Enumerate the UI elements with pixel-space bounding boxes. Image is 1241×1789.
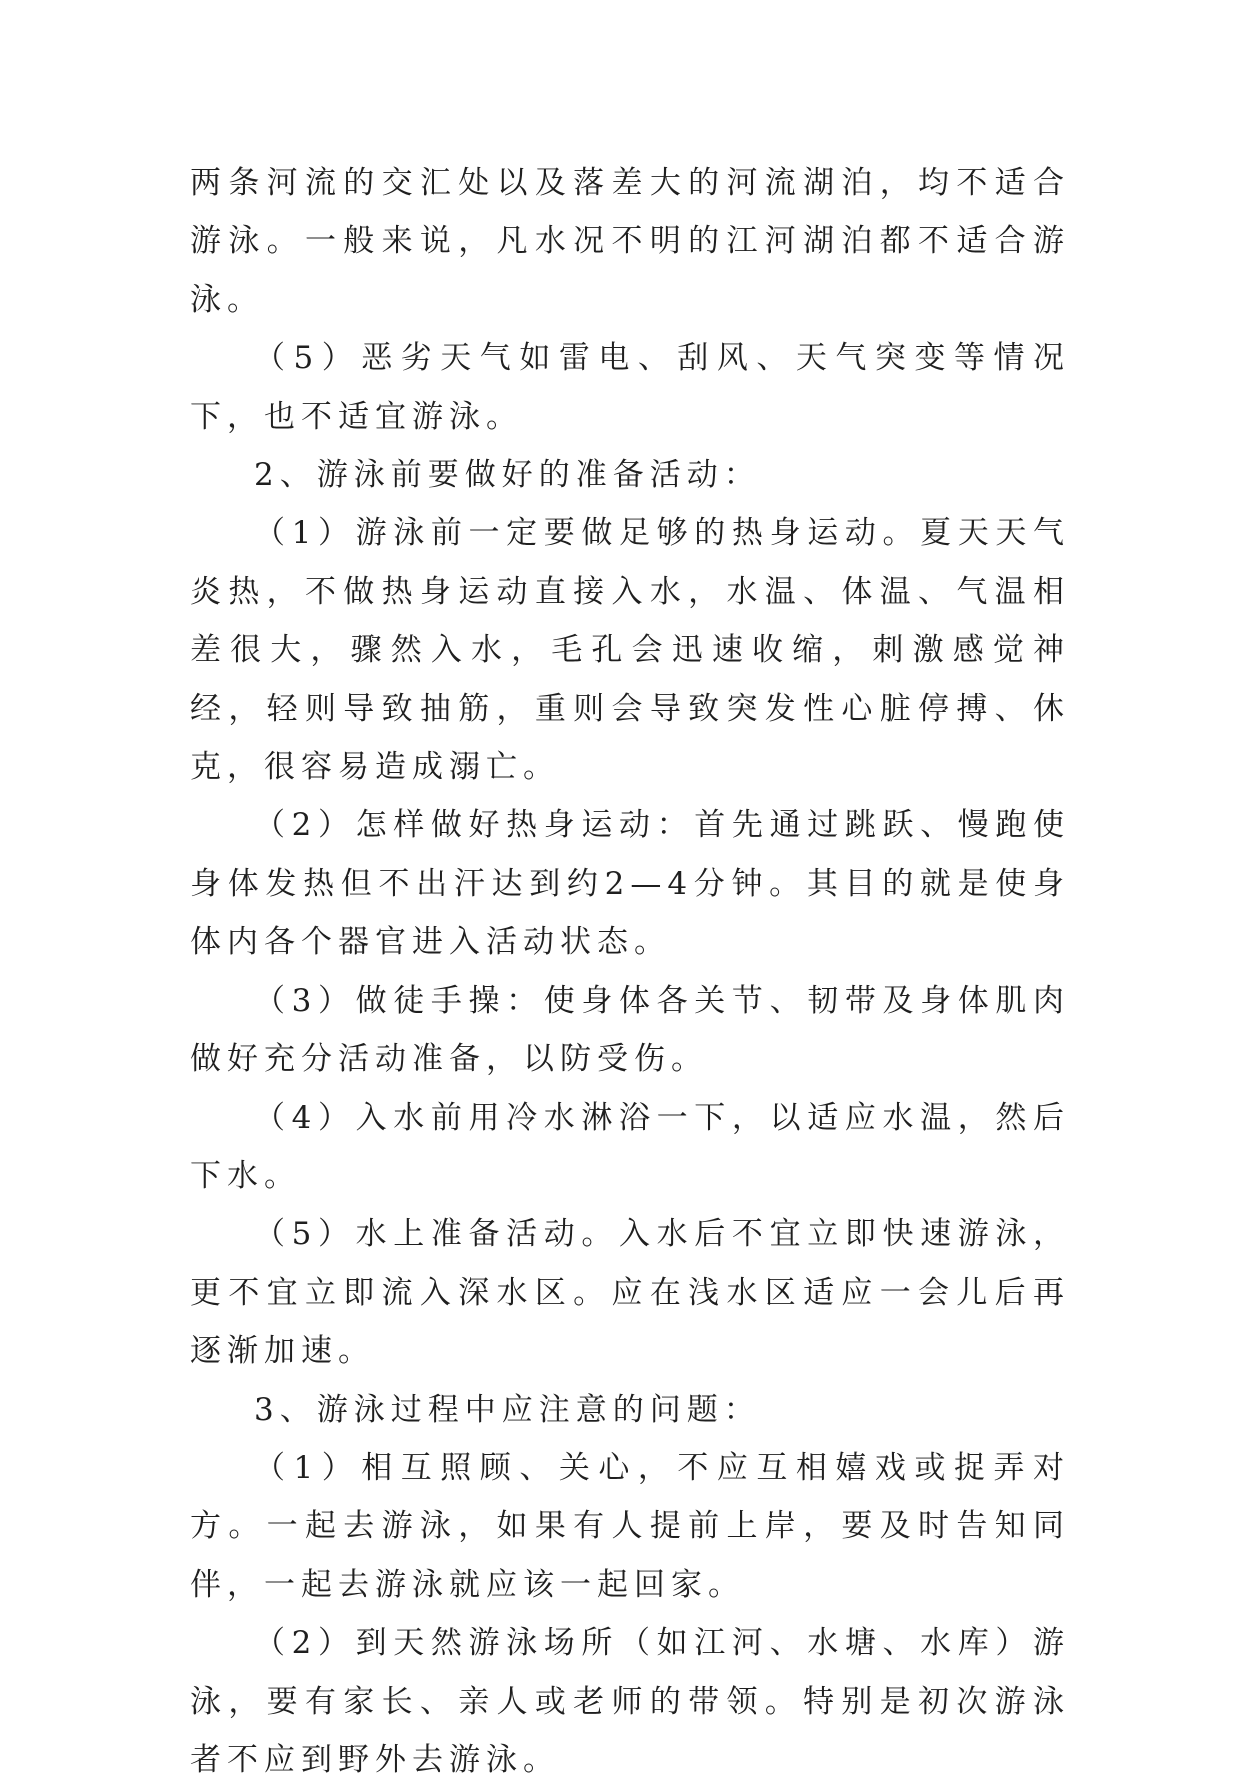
- paragraph: 两条河流的交汇处以及落差大的河流湖泊，均不适合游泳。一般来说，凡水况不明的江河湖泊都不适合游泳。: [190, 165, 1070, 318]
- paragraph: （1）游泳前一定要做足够的热身运动。夏天天气炎热，不做热身运动直接入水，水温、体温、气温相差很大，骤然入水，毛孔会迅速收缩，刺激感觉神经，轻则导致抽筋，重则会导致突发性心脏停搏、休克，很容易造成溺亡。: [190, 515, 1070, 786]
- paragraph: （2）到天然游泳场所（如江河、水塘、水库）游泳，要有家长、亲人或老师的带领。特别是初次游泳者不应到野外去游泳。: [190, 1625, 1070, 1778]
- paragraph: （5）恶劣天气如雷电、刮风、天气突变等情况下，也不适宜游泳。: [190, 340, 1070, 435]
- paragraph: （5）水上准备活动。入水后不宜立即快速游泳，更不宜立即流入深水区。应在浅水区适应一会儿后再逐渐加速。: [190, 1216, 1070, 1370]
- section-heading: 2、游泳前要做好的准备活动：: [254, 457, 761, 494]
- paragraph: （1）相互照顾、关心，不应互相嬉戏或捉弄对方。一起去游泳，如果有人提前上岸，要及时告知同伴，一起去游泳就应该一起回家。: [190, 1449, 1070, 1603]
- section-heading: 3、游泳过程中应注意的问题：: [254, 1391, 761, 1428]
- paragraph: （2）怎样做好热身运动：首先通过跳跃、慢跑使身体发热但不出汗达到约2—4分钟。其目的就是使身体内各个器官进入活动状态。: [190, 807, 1070, 961]
- paragraph: （4）入水前用冷水淋浴一下，以适应水温，然后下水。: [190, 1099, 1070, 1194]
- document-body: [190, 154, 1070, 1789]
- paragraph: （3）做徒手操：使身体各关节、韧带及身体肌肉做好充分活动准备，以防受伤。: [190, 982, 1070, 1078]
